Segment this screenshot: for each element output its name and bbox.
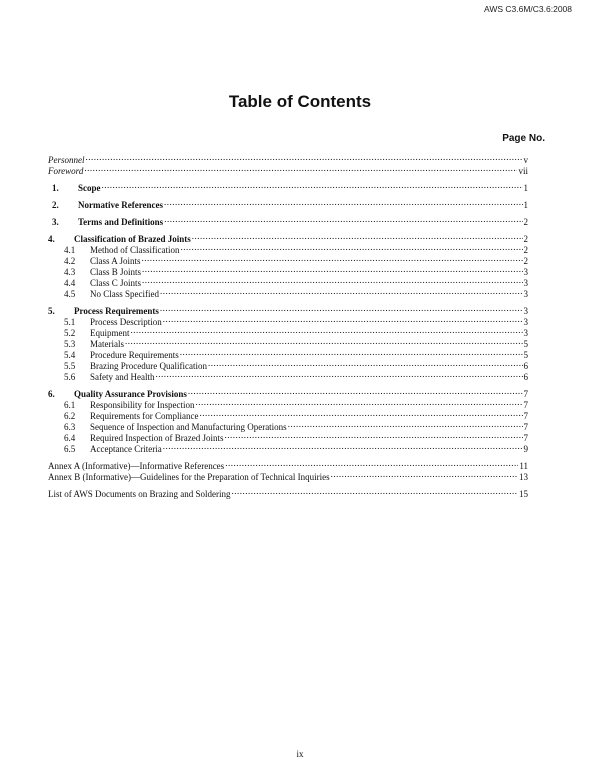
toc-entry-number: 5.5: [64, 361, 76, 371]
dot-leader: [164, 214, 522, 225]
toc-entry-page: 5: [523, 339, 528, 349]
toc-entry-number: 4.3: [64, 267, 76, 277]
toc-entry-subsection[interactable]: [48, 347, 528, 358]
toc-entry-subsection[interactable]: [48, 242, 528, 253]
toc-entry-section[interactable]: [48, 180, 528, 191]
toc-entry-number: 6.3: [64, 422, 76, 432]
toc-entry-number: 6.: [48, 389, 55, 399]
toc-entry-text: Annex B (Informative)—Guidelines for the Preparation of Technical Inquiries: [48, 472, 330, 482]
toc-entry-number: 4.: [48, 234, 55, 244]
dot-leader: [142, 264, 522, 275]
dot-leader: [125, 336, 523, 347]
dot-leader: [163, 314, 523, 325]
toc-entry-text: Normative References: [78, 200, 164, 210]
toc-entry-number: 6.2: [64, 411, 76, 421]
toc-entry-page: 1: [523, 200, 528, 210]
toc-entry-subsection[interactable]: [48, 275, 528, 286]
toc-entry-text: Materials: [90, 339, 124, 349]
toc-entry-number: 1.: [52, 183, 59, 193]
toc-entry-number: 4.1: [64, 245, 76, 255]
toc-entry-label: [48, 183, 101, 194]
toc-entry-text: Annex A (Informative)—Informative References: [48, 461, 225, 471]
toc-entry-text: No Class Specified: [90, 289, 159, 299]
toc-entry-front-matter[interactable]: [48, 152, 528, 163]
toc-entry-text: Class B Joints: [90, 267, 142, 277]
toc-entry-label: [48, 372, 154, 383]
dot-leader: [164, 197, 522, 208]
toc-entry-text: Required Inspection of Brazed Joints: [90, 433, 224, 443]
toc-entry-back-matter[interactable]: [48, 486, 528, 497]
dot-leader: [102, 180, 523, 191]
toc-entry-text: Foreword: [48, 166, 84, 176]
toc-entry-number: 4.5: [64, 289, 76, 299]
toc-entry-subsection[interactable]: [48, 397, 528, 408]
toc-entry-page: 1: [523, 183, 528, 193]
toc-entry-page: 3: [523, 328, 528, 338]
toc-entry-text: Terms and Definitions: [78, 217, 164, 227]
dot-leader: [181, 242, 523, 253]
toc-entry-front-matter[interactable]: [48, 163, 528, 174]
dot-leader: [142, 253, 523, 264]
running-header: AWS C3.6M/C3.6:2008: [483, 4, 572, 14]
toc-entry-label: [48, 217, 163, 228]
dot-leader: [188, 386, 523, 397]
toc-entry-number: 3.: [52, 217, 59, 227]
dot-leader: [160, 286, 523, 297]
toc-entry-number: 6.4: [64, 433, 76, 443]
toc-entry-page: 15: [519, 489, 528, 499]
toc-entry-number: 6.5: [64, 444, 76, 454]
toc-entry-page: 13: [519, 472, 528, 482]
toc-entry-subsection[interactable]: [48, 325, 528, 336]
toc-entry-section[interactable]: [48, 214, 528, 225]
toc-entry-section[interactable]: [48, 386, 528, 397]
toc-entry-text: Responsibility for Inspection: [90, 400, 195, 410]
toc-entry-page: 7: [523, 411, 528, 421]
dot-leader: [208, 358, 523, 369]
toc-entry-page: vii: [518, 166, 528, 176]
dot-leader: [232, 486, 518, 497]
toc-entry-page: 3: [523, 306, 528, 316]
toc-entry-text: Safety and Health: [90, 372, 155, 382]
toc-entry-page: 2: [523, 217, 528, 227]
dot-leader: [84, 163, 517, 174]
dot-leader: [288, 419, 523, 430]
page-title: Table of Contents: [228, 92, 372, 111]
toc-entry-text: Process Requirements: [74, 306, 159, 316]
toc-entry-text: Personnel: [48, 155, 85, 165]
toc-entry-section[interactable]: [48, 231, 528, 242]
toc-entry-page: 3: [523, 289, 528, 299]
dot-leader: [160, 303, 523, 314]
toc-entry-subsection[interactable]: [48, 253, 528, 264]
toc-entry-number: 6.1: [64, 400, 76, 410]
toc-entry-section[interactable]: [48, 197, 528, 208]
toc-entry-label: [48, 289, 159, 300]
toc-entry-label: [48, 472, 330, 483]
toc-entry-number: 5.: [48, 306, 55, 316]
toc-entry-label: [48, 444, 162, 455]
toc-entry-number: 5.6: [64, 372, 76, 382]
toc-entry-annex[interactable]: [48, 469, 528, 480]
toc-entry-page: v: [523, 155, 528, 165]
toc-entry-page: 7: [523, 400, 528, 410]
dot-leader: [192, 231, 523, 242]
toc-entry-text: Sequence of Inspection and Manufacturing Operations: [90, 422, 287, 432]
toc-entry-number: 4.2: [64, 256, 76, 266]
toc-entry-number: 5.4: [64, 350, 76, 360]
toc-entry-text: Brazing Procedure Qualification: [90, 361, 207, 371]
toc-entry-annex[interactable]: [48, 458, 528, 469]
toc-entry-subsection[interactable]: [48, 358, 528, 369]
toc-entry-text: Class A Joints: [90, 256, 141, 266]
dot-leader: [86, 152, 523, 163]
toc-entry-subsection[interactable]: [48, 430, 528, 441]
toc-entry-page: 7: [523, 422, 528, 432]
toc-entry-text: List of AWS Documents on Brazing and Soldering: [48, 489, 231, 499]
toc-entry-text: Method of Classification: [90, 245, 180, 255]
toc-entry-label: [48, 200, 163, 211]
toc-entry-label: [48, 166, 83, 177]
toc-entry-text: Class C Joints: [90, 278, 142, 288]
dot-leader: [131, 325, 523, 336]
toc-entry-text: Requirements for Compliance: [90, 411, 199, 421]
table-of-contents: [48, 152, 528, 497]
toc-entry-page: 11: [519, 461, 528, 471]
toc-entry-subsection[interactable]: [48, 264, 528, 275]
page-folio: ix: [296, 749, 304, 759]
toc-entry-text: Process Description: [90, 317, 162, 327]
toc-entry-number: 4.4: [64, 278, 76, 288]
toc-entry-subsection[interactable]: [48, 369, 528, 380]
toc-entry-page: 6: [523, 361, 528, 371]
toc-entry-page: 3: [523, 317, 528, 327]
dot-leader: [180, 347, 523, 358]
toc-entry-label: [48, 489, 231, 500]
toc-entry-number: 5.1: [64, 317, 76, 327]
toc-entry-text: Acceptance Criteria: [90, 444, 162, 454]
toc-entry-section[interactable]: [48, 303, 528, 314]
toc-entry-page: 3: [523, 278, 528, 288]
dot-leader: [225, 458, 518, 469]
toc-entry-subsection[interactable]: [48, 286, 528, 297]
dot-leader: [163, 441, 523, 452]
toc-entry-subsection[interactable]: [48, 419, 528, 430]
dot-leader: [331, 469, 518, 480]
dot-leader: [224, 430, 522, 441]
toc-entry-subsection[interactable]: [48, 408, 528, 419]
toc-entry-text: Scope: [78, 183, 101, 193]
toc-entry-subsection[interactable]: [48, 336, 528, 347]
toc-entry-page: 5: [523, 350, 528, 360]
toc-entry-page: 9: [523, 444, 528, 454]
toc-entry-number: 5.2: [64, 328, 76, 338]
dot-leader: [199, 408, 522, 419]
toc-entry-page: 7: [523, 433, 528, 443]
toc-entry-page: 7: [523, 389, 528, 399]
toc-entry-page: 2: [523, 256, 528, 266]
page-no-column-label: Page No.: [502, 133, 545, 144]
dot-leader: [196, 397, 523, 408]
toc-entry-page: 2: [523, 234, 528, 244]
toc-entry-text: Classification of Brazed Joints: [74, 234, 191, 244]
dot-leader: [155, 369, 522, 380]
toc-entry-number: 2.: [52, 200, 59, 210]
toc-entry-page: 6: [523, 372, 528, 382]
toc-entry-number: 5.3: [64, 339, 76, 349]
toc-entry-text: Equipment: [90, 328, 130, 338]
toc-entry-subsection[interactable]: [48, 441, 528, 452]
dot-leader: [142, 275, 522, 286]
toc-entry-page: 3: [523, 267, 528, 277]
toc-entry-text: Quality Assurance Provisions: [74, 389, 187, 399]
toc-entry-page: 2: [523, 245, 528, 255]
toc-entry-subsection[interactable]: [48, 314, 528, 325]
toc-entry-text: Procedure Requirements: [90, 350, 179, 360]
